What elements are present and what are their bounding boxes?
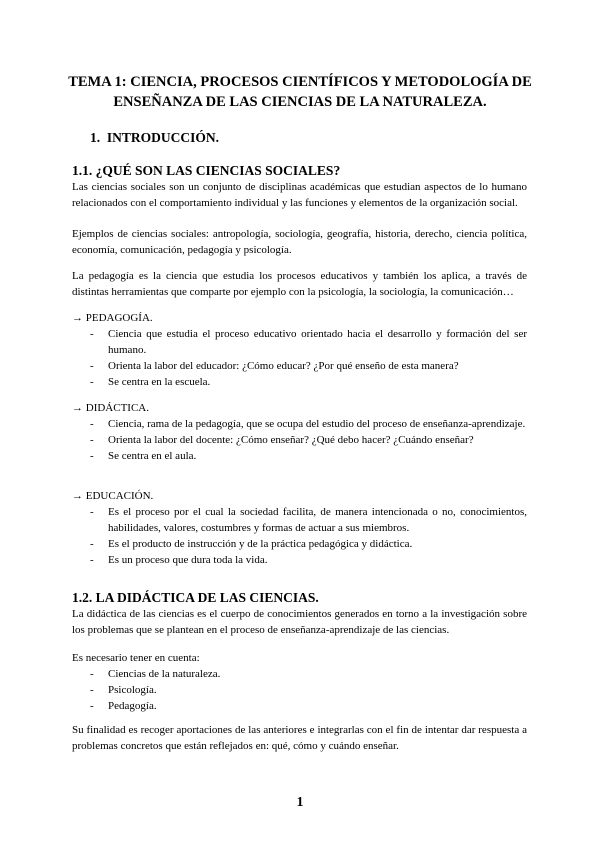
- list-item: - Pedagogía.: [90, 700, 157, 712]
- paragraph-ciencias-sociales-definition: Las ciencias sociales son un conjunto de disciplinas académicas que estudian aspectos de lo humano relacionados con el comportamiento individual y las funciones y elementos de la organización social.: [72, 181, 527, 209]
- section-title: INTRODUCCIÓN.: [106, 130, 220, 145]
- list-item: - Psicología.: [90, 684, 157, 696]
- list-item: - Es el proceso por el cual la sociedad facilita, de manera intencionada o no, conocimientos, habilidades, valores, costumbres y formas de actuar a sus miembros.: [90, 506, 527, 534]
- list-dash: -: [90, 376, 94, 388]
- list-item: - Es el producto de instrucción y de la práctica pedagógica y didáctica.: [90, 538, 413, 550]
- educacion-list: [72, 504, 527, 568]
- list-dash: -: [90, 506, 94, 518]
- list-dash: -: [90, 538, 94, 550]
- list-item: - Ciencia, rama de la pedagogía, que se ocupa del estudio del proceso de enseñanza-aprendizaje.: [90, 418, 526, 430]
- list-dash: -: [90, 328, 94, 340]
- list-dash: -: [90, 700, 94, 712]
- list-item: - Se centra en la escuela.: [90, 376, 211, 388]
- didactica-label: → DIDÁCTICA.: [72, 402, 149, 414]
- list-item: - Ciencias de la naturaleza.: [90, 668, 221, 680]
- section-number: 1.: [90, 130, 101, 145]
- page-number: 1: [296, 795, 304, 810]
- list-item: - Ciencia que estudia el proceso educativo orientado hacia el desarrollo y formación del ser humano.: [90, 328, 527, 356]
- list-dash: -: [90, 684, 94, 696]
- list-item: - Orienta la labor del educador: ¿Cómo educar? ¿Por qué enseño de esta manera?: [90, 360, 459, 372]
- section-heading-introduccion: [90, 130, 219, 146]
- paragraph-ciencias-sociales-examples: Ejemplos de ciencias sociales: antropología, sociología, geografía, historia, derecho, ciencia política, economía, comunicación, pedagogía y psicología.: [72, 228, 527, 256]
- educacion-label: → EDUCACIÓN.: [72, 490, 154, 502]
- pedagogia-list: [72, 326, 527, 390]
- paragraph-didactica-ciencias-definition: La didáctica de las ciencias es el cuerpo de conocimientos generados en torno a la investigación sobre los problemas que se plantean en el proceso de enseñanza-aprendizaje de las ciencias.: [72, 608, 527, 636]
- tener-en-cuenta-list: [72, 666, 527, 714]
- document-title: TEMA 1: CIENCIA, PROCESOS CIENTÍFICOS Y METODOLOGÍA DE ENSEÑANZA DE LAS CIENCIAS DE LA NATURALEZA.: [68, 74, 532, 110]
- list-item: - Orienta la labor del docente: ¿Cómo enseñar? ¿Qué debo hacer? ¿Cuándo enseñar?: [90, 434, 474, 446]
- paragraph-pedagogia-intro: La pedagogía es la ciencia que estudia los procesos educativos y también los aplica, a través de distintas herramientas que comparte por ejemplo con la psicología, la sociología, la comunicación…: [72, 270, 527, 298]
- subsection-heading-didactica-ciencias: 1.2. LA DIDÁCTICA DE LAS CIENCIAS.: [72, 590, 319, 605]
- subsection-heading-ciencias-sociales: 1.1. ¿QUÉ SON LAS CIENCIAS SOCIALES?: [72, 163, 341, 178]
- list-dash: -: [90, 668, 94, 680]
- list-item: - Se centra en el aula.: [90, 450, 197, 462]
- paragraph-finalidad: Su finalidad es recoger aportaciones de las anteriores e integrarlas con el fin de intentar dar respuesta a problemas concretos que están reflejados en: qué, cómo y cuándo enseñar.: [72, 724, 527, 752]
- pedagogia-label: → PEDAGOGÍA.: [72, 312, 153, 324]
- list-dash: -: [90, 418, 94, 430]
- didactica-list: [72, 416, 527, 464]
- list-dash: -: [90, 554, 94, 566]
- list-dash: -: [90, 450, 94, 462]
- list-dash: -: [90, 360, 94, 372]
- list-item: - Es un proceso que dura toda la vida.: [90, 554, 268, 566]
- paragraph-tener-en-cuenta: Es necesario tener en cuenta:: [72, 652, 200, 664]
- list-dash: -: [90, 434, 94, 446]
